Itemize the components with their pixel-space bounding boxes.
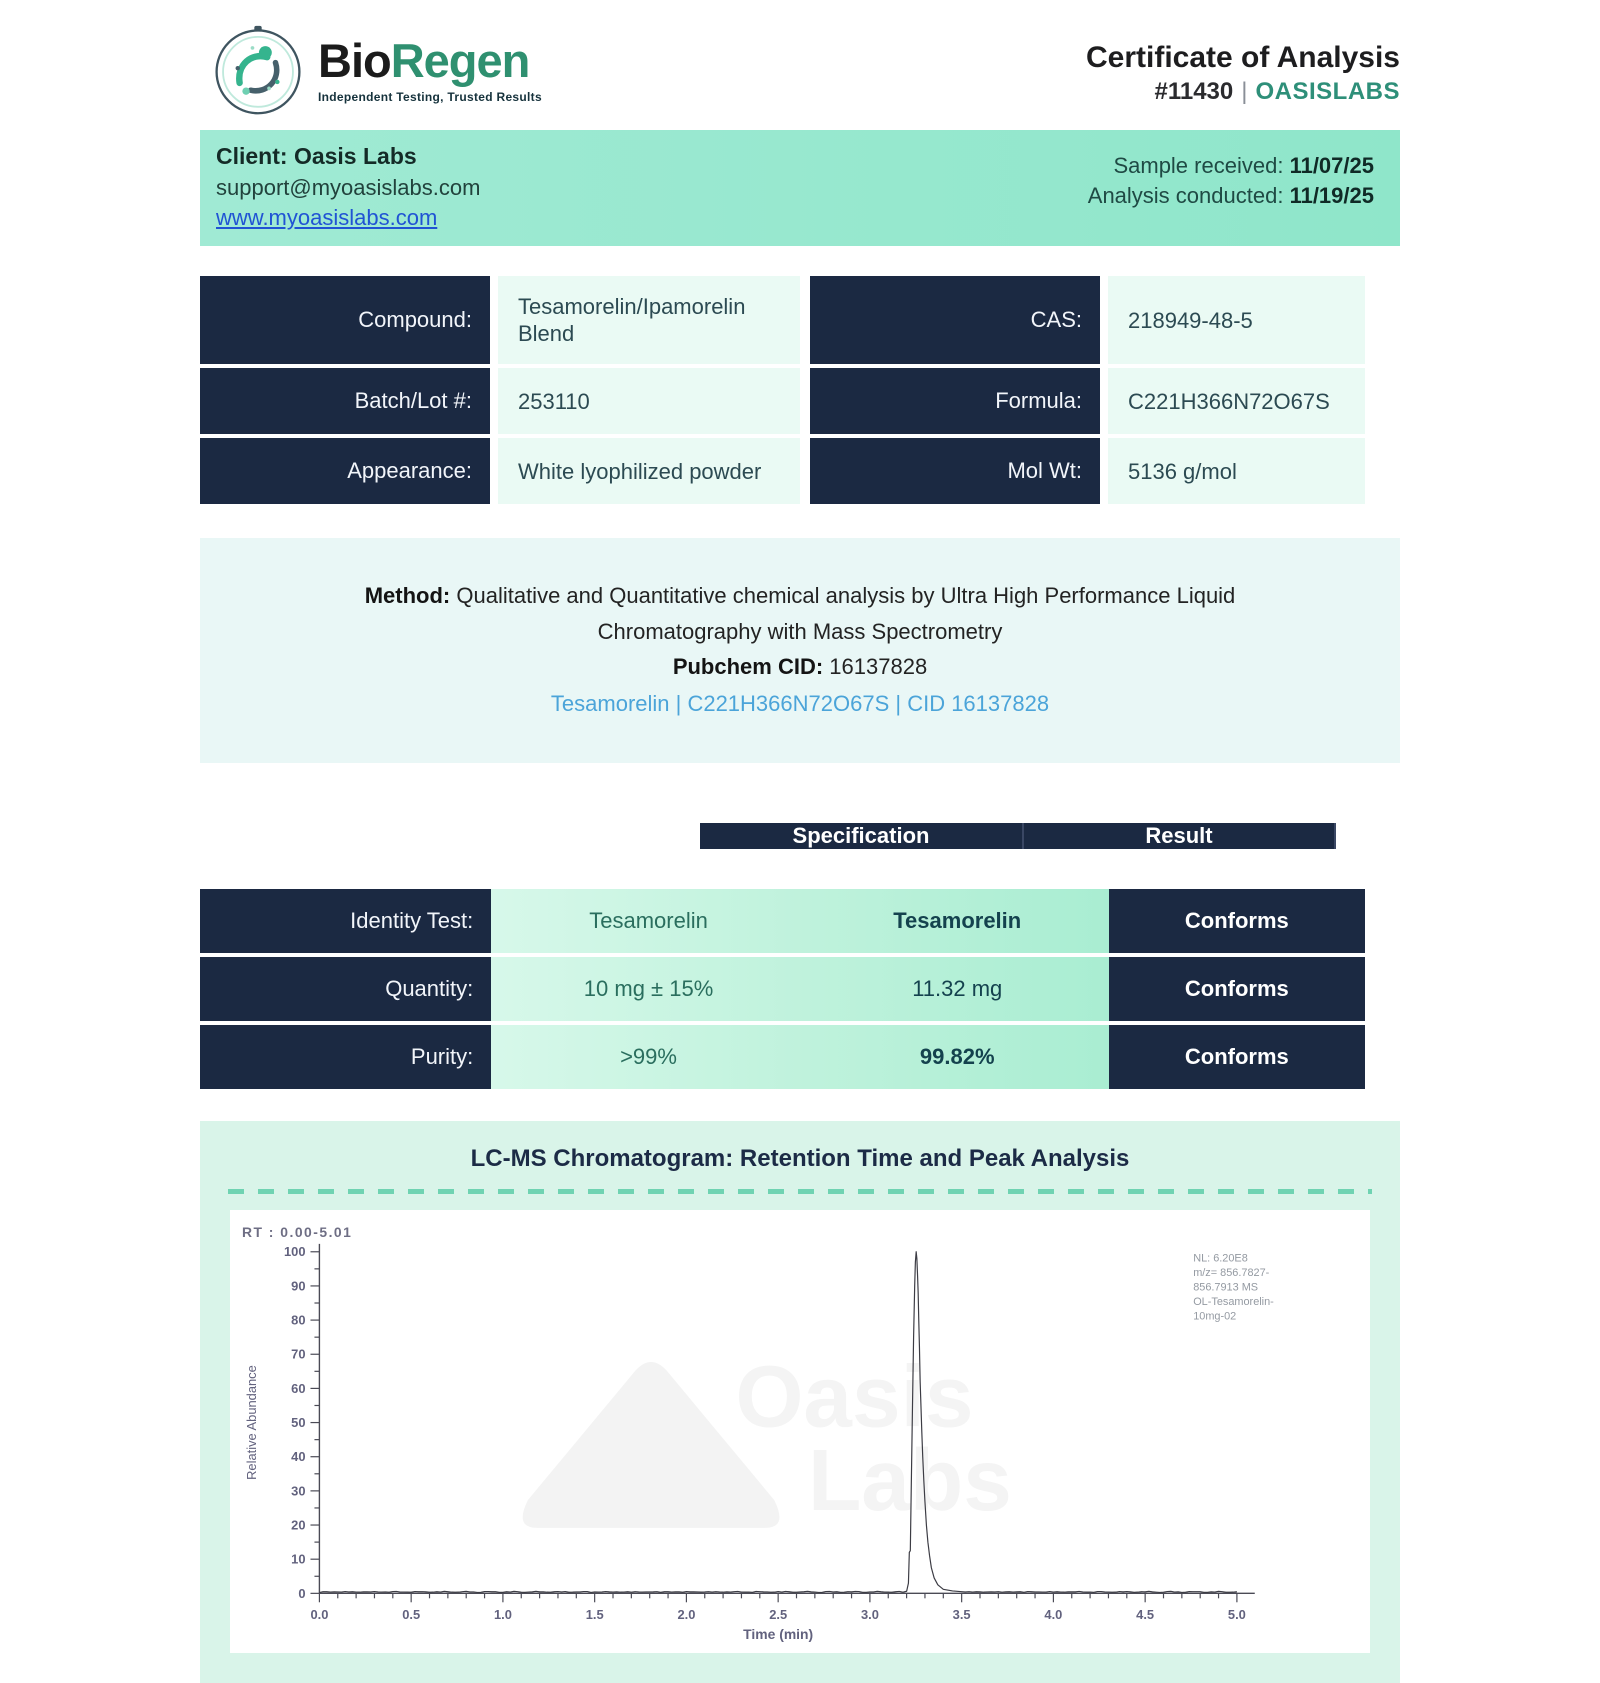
svg-text:856.7913 MS: 856.7913 MS: [1193, 1281, 1259, 1294]
svg-text:0.5: 0.5: [402, 1607, 421, 1623]
svg-text:1.0: 1.0: [493, 1607, 512, 1623]
svg-text:5.0: 5.0: [1227, 1607, 1246, 1623]
analysis-conducted: Analysis conducted: 11/19/25: [1087, 182, 1374, 208]
row-label: Identity Test:: [200, 889, 491, 953]
svg-text:20: 20: [291, 1517, 306, 1533]
logo-regen: Regen: [390, 34, 530, 88]
header: [200, 24, 1400, 116]
status-badge: Conforms: [1109, 1025, 1365, 1089]
row-value: 218949-48-5: [1108, 276, 1365, 364]
svg-text:NL: 6.20E8: NL: 6.20E8: [1193, 1252, 1248, 1265]
table-row: [200, 438, 800, 504]
svg-text:4.0: 4.0: [1044, 1607, 1063, 1623]
row-label: Purity:: [200, 1025, 491, 1089]
svg-text:60: 60: [291, 1380, 306, 1396]
table-row: [200, 957, 1365, 1021]
table-row: [810, 276, 1365, 364]
table-row: [810, 438, 1365, 504]
svg-text:3.0: 3.0: [860, 1607, 879, 1623]
svg-text:Oasis: Oasis: [735, 1347, 974, 1446]
spec-value: 10 mg ± 15%: [491, 957, 806, 1021]
pubchem-cid-line: Pubchem CID: 16137828: [672, 653, 928, 679]
result-value: Tesamorelin: [806, 889, 1109, 953]
svg-text:Relative Abundance: Relative Abundance: [243, 1365, 259, 1481]
svg-text:2.5: 2.5: [769, 1607, 788, 1623]
method-box: [200, 538, 1400, 763]
logo-bio: Bio: [318, 34, 391, 88]
row-value: White lyophilized powder: [498, 438, 800, 504]
client-info-bar: [200, 130, 1400, 246]
table-row: [200, 889, 1365, 953]
svg-text:4.5: 4.5: [1136, 1607, 1155, 1623]
svg-text:0: 0: [298, 1585, 306, 1601]
row-label: Mol Wt:: [810, 438, 1100, 504]
chromatogram-title: LC-MS Chromatogram: Retention Time and Peak Analysis: [470, 1145, 1130, 1173]
row-label: Compound:: [200, 276, 490, 364]
row-label: CAS:: [810, 276, 1100, 364]
logo-tagline: Independent Testing, Trusted Results: [318, 89, 542, 104]
spec-value: Tesamorelin: [491, 889, 806, 953]
svg-text:OL-Tesamorelin-: OL-Tesamorelin-: [1193, 1296, 1274, 1309]
row-label: Quantity:: [200, 957, 491, 1021]
compound-info-right: [810, 276, 1365, 504]
svg-text:0.0: 0.0: [310, 1607, 329, 1623]
status-badge: Conforms: [1109, 889, 1365, 953]
results-table: [200, 799, 1365, 1089]
doc-subtitle: [1086, 78, 1400, 106]
compound-info-tables: [200, 276, 1365, 504]
title-block: [1086, 24, 1400, 106]
client-email: support@myoasislabs.com: [216, 174, 481, 200]
results-header-row: [400, 823, 1600, 885]
table-row: [810, 368, 1365, 434]
row-value: C221H366N72O67S: [1108, 368, 1365, 434]
row-label: Batch/Lot #:: [200, 368, 490, 434]
svg-text:Time (min): Time (min): [743, 1626, 814, 1643]
svg-text:70: 70: [291, 1346, 306, 1362]
row-value: 253110: [498, 368, 800, 434]
svg-text:30: 30: [291, 1483, 306, 1499]
chromatogram-panel: [230, 1210, 1370, 1653]
method-line: Method: Qualitative and Quantitative chemical analysis by Ultra High Performance Liquid Chromatography with Mass Spectrometry: [364, 583, 1236, 644]
row-value: 5136 g/mol: [1108, 438, 1365, 504]
specification-header: Specification: [700, 823, 1024, 849]
chromatogram-svg: [234, 1220, 1366, 1649]
svg-text:3.5: 3.5: [952, 1607, 971, 1623]
spec-value: >99%: [491, 1025, 806, 1089]
pubchem-link[interactable]: Tesamorelin | C221H366N72O67S | CID 16137828: [550, 690, 1050, 716]
svg-text:1.5: 1.5: [585, 1607, 604, 1623]
client-website-link[interactable]: www.myoasislabs.com: [216, 204, 438, 230]
bioregen-logo-icon: [212, 24, 304, 116]
bioregen-logo: [200, 24, 542, 116]
lab-name: OASISLABS: [1255, 78, 1400, 105]
logo-wordmark: [318, 34, 542, 88]
table-row: [200, 368, 800, 434]
cert-number: #11430: [1154, 78, 1234, 105]
client-name: Client: Oasis Labs: [216, 143, 417, 169]
row-label: Formula:: [810, 368, 1100, 434]
svg-text:40: 40: [291, 1449, 306, 1465]
sample-received: Sample received: 11/07/25: [1113, 153, 1374, 178]
svg-text:100: 100: [283, 1244, 306, 1260]
result-value: 11.32 mg: [806, 957, 1109, 1021]
divider: |: [1241, 78, 1248, 105]
table-row: [200, 1025, 1365, 1089]
row-value: Tesamorelin/Ipamorelin Blend: [498, 276, 800, 364]
status-badge: Conforms: [1109, 957, 1365, 1021]
dashed-divider: [228, 1189, 1372, 1194]
table-row: [200, 276, 800, 364]
svg-text:Labs: Labs: [807, 1431, 1012, 1530]
chromatogram-section: [200, 1121, 1400, 1683]
doc-title: Certificate of Analysis: [1086, 41, 1400, 74]
row-label: Appearance:: [200, 438, 490, 504]
svg-text:2.0: 2.0: [677, 1607, 696, 1623]
svg-text:50: 50: [291, 1415, 306, 1431]
svg-text:10: 10: [291, 1551, 306, 1567]
svg-text:10mg-02: 10mg-02: [1193, 1310, 1237, 1323]
svg-text:RT : 0.00-5.01: RT : 0.00-5.01: [241, 1224, 353, 1241]
svg-text:m/z= 856.7827-: m/z= 856.7827-: [1193, 1267, 1270, 1280]
svg-text:80: 80: [291, 1312, 306, 1328]
result-header: Result: [1024, 823, 1336, 849]
svg-text:90: 90: [291, 1278, 306, 1294]
result-value: 99.82%: [806, 1025, 1109, 1089]
compound-info-left: [200, 276, 800, 504]
